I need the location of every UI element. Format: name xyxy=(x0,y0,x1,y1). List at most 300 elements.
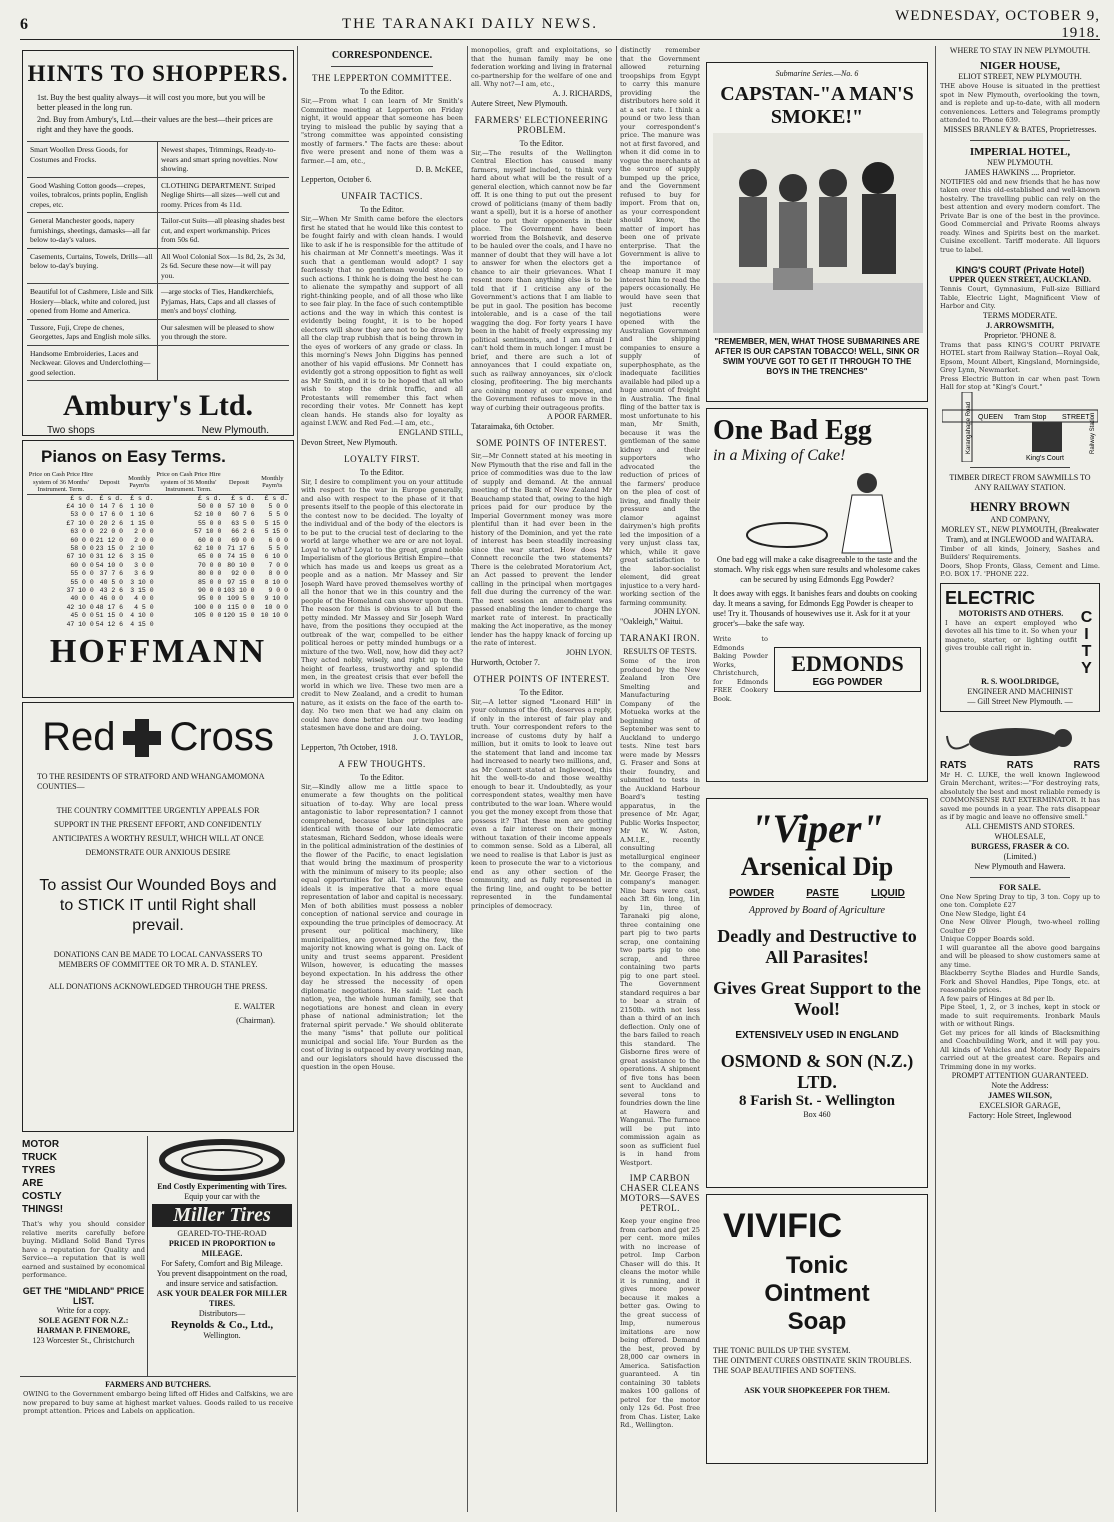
sale-note: Get my prices for all kinds of Blacksmithing and Coachbuilding Work, and it will pay you. All kinds of Vehicles and Motor Body Repairs carried out at the greatest care. Repairs and Trimming done in my works. xyxy=(940,1028,1100,1071)
prompt-attention: PROMPT ATTENTION GUARANTEED. xyxy=(951,1071,1089,1080)
table-cell: £ s d. xyxy=(197,494,222,502)
map-label-karangahape: Karangahape Road xyxy=(966,401,972,454)
vivific-line: THE SOAP BEAUTIFIES AND SOFTENS. xyxy=(713,1366,857,1375)
table-row xyxy=(27,595,289,603)
column-2 xyxy=(301,46,463,1512)
table-cell: 37 10 0 xyxy=(66,586,94,594)
capstan-caption: "REMEMBER, MEN, WHAT THOSE SUBMARINES ARE AFTER IS OUR CAPSTAN TOBACCO! WELL, SINK OR SWIM YOU'VE GOT TO GET IT THROUGH TO THE BOYS IN THE TRENCHES" xyxy=(714,337,920,376)
map-label-stop: Tram Stop xyxy=(1014,413,1047,421)
miller-priced: PRICED IN PROPORTION to MILEAGE. xyxy=(168,1239,276,1258)
signature-role: (Chairman). xyxy=(236,1016,275,1025)
letter-heading: UNFAIR TACTICS. xyxy=(341,191,423,201)
table-row xyxy=(27,537,289,545)
electric-text: I have an expert employed who devotes all his time to it. So when your magneto, starter, or lighting outfit gives trouble call right in. xyxy=(945,618,1077,652)
table-cell: 7 0 0 xyxy=(268,561,288,569)
table-row xyxy=(27,604,289,612)
letter-body: Sir,—A letter signed "Leonard Hill" in your columns of the 6th, deserves a reply, if only in the interest of fair play and truth. Your correspondent refers to the increase of customs duty by half a million, but it omits to look to leave out the statement that land and income tax had increased to nearly two millions, and, as Mr Connett stated at Inglewood, this hit the well-to-do and those wealthy enough to bear it. Undoubtedly, as your correspondent states, wealthy men have contributed to the war loan. Where would you get the money except from those that possess it? That these men are getting even a fair interest on their money without taxation of their income appeals to common sense. Sold as a Liberal, all we need to realise is that Labor is just as keen to prosecute the war to a victorious end as any other section of the community, and as fully represented in the firing line, and ought to be better represented in the fundamental principles of democracy. xyxy=(471,697,612,910)
red-cross-title xyxy=(27,715,289,760)
headline-word: TYRES xyxy=(22,1165,56,1176)
table-cell: 95 0 0 xyxy=(197,595,222,603)
table-cell: £ s d. xyxy=(70,494,94,502)
sale-note: Blackberry Scythe Blades and Hurdle Sands, Fork and Shovel Handles, Pipe Tongs, etc. at reasonable prices. xyxy=(940,969,1100,994)
cross-word: Cross xyxy=(169,715,274,759)
table-cell: 69 0 0 xyxy=(231,536,255,544)
table-cell: 54 10 0 xyxy=(95,561,124,569)
rats-text: Mr H. C. LUKE, the well known Inglewood Grain Merchant, writes:—"For destroying rats, absolutely the best and most reliable remedy is COMMONSENSE RAT EXTERMINATOR. It has saved me pounds in a year. The rats disappear as if by magic and leave no offensive smell." xyxy=(940,770,1100,821)
table-cell: 10 10 0 xyxy=(260,612,288,620)
table-cell: £ s d. xyxy=(130,494,154,502)
table-cell: 65 0 0 xyxy=(197,553,222,561)
letter-location: Hurworth, October 7. xyxy=(471,657,540,667)
egg-subtitle: in a Mixing of Cake! xyxy=(713,447,846,464)
table-cell: 8 0 0 xyxy=(268,570,288,578)
table-row xyxy=(27,520,289,528)
city-word: CITY xyxy=(1078,608,1095,677)
niger-text: THE above House is situated in the prettiest spot in New Plymouth, overlooking the town, and is replete and up-to-date, with all modern conveniences. Letters and Telegrams promptly attended to. Phone 639. xyxy=(940,82,1100,124)
hints-item: Tailor-cut Suits—all pleasing shades best cut, and expert workmanship. Prices from 50s 6d. xyxy=(158,213,289,249)
location-tag: New Plymouth. xyxy=(201,425,269,436)
to-editor: To the Editor. xyxy=(360,87,404,96)
table-header: Deposit xyxy=(95,471,124,494)
wooldridge-role: ENGINEER AND MACHINIST xyxy=(967,686,1073,696)
letter-heading: OTHER POINTS OF INTEREST. xyxy=(473,673,610,684)
shops-tag: Two shops xyxy=(47,425,95,436)
letter-signature: JOHN LYON. xyxy=(566,647,612,657)
table-cell: 51 15 0 xyxy=(95,612,124,620)
table-cell: 5 15 0 xyxy=(264,528,288,536)
kings-court-map xyxy=(942,392,1098,462)
table-row xyxy=(27,511,289,519)
farmers-title: FARMERS AND BUTCHERS. xyxy=(105,1380,211,1389)
wooldridge-name: R. S. WOOLDRIDGE, xyxy=(981,676,1059,686)
kings-court: KING'S COURT (Private Hotel) xyxy=(955,265,1085,275)
henry-brown: HENRY BROWN xyxy=(970,498,1070,514)
viper-line-1: Deadly and Destructive to All Parasites! xyxy=(717,926,917,967)
sale-note: Unique Copper Boards sold. xyxy=(940,935,1035,943)
table-cell: 52 10 0 xyxy=(194,511,222,519)
table-cell: 55 0 0 xyxy=(70,570,94,578)
table-cell: 60 0 0 xyxy=(70,561,94,569)
letter-body: distinctly remember that the Government allowed returning troopships from Egypt to carry this manure providing the distributors here sold it at a set rate. I think a pound or two less than your correspondent's price. The manure was not at first favored, and when it did come in to vogue the merchants at the source of supply bumped up the price, and the Government refused to buy for import. From that on, as your correspondent should know, the matter of import has been one of private enterprise. That the Government is alive to the importance of cheap manure it may interest him to read the papers occasionally. He would have seen that just recently negotiations were opened with the Australian Government and the shipping companies to ensure a supply of superphosphate, as the inadequate facilities available had piled up a huge amount of freight in Australia. The final fling of the batter tax is most unfortunate to his man, Mr Smith, because it was the gentleman of the same kidney and their supporters who advocated the reduction of prices of the farmers' produce on the plea of cost of living, and finally their pressure and the clamor against dairymen's high profits led the imposition of a very unjust class tax, which, while it gave great satisfaction to the labor-socialist element, did great injustice to a very hard-working section of the farming community. xyxy=(620,46,700,607)
table-cell: 3 15 0 xyxy=(130,586,154,594)
table-cell: 103 10 0 xyxy=(223,586,255,594)
headline-word: ARE xyxy=(22,1178,44,1189)
table-cell: £ s d. xyxy=(99,494,124,502)
table-cell: 53 0 0 xyxy=(70,511,94,519)
table-cell: 105 0 0 xyxy=(194,612,222,620)
miller-head: End Costly Experimenting with Tires. xyxy=(157,1182,287,1191)
rats-headline xyxy=(940,760,1100,771)
letter-signature: A POOR FARMER. xyxy=(547,412,612,421)
factory-address: Factory: Hole Street, Inglewood xyxy=(968,1111,1072,1120)
table-cell: 42 10 0 xyxy=(66,603,94,611)
to-editor: To the Editor. xyxy=(519,138,564,148)
table-cell: 63 5 0 xyxy=(231,519,255,527)
imperial-text: NOTIFIES old and new friends that he has now taken over this old-established and well-known hostelry. The travelling public can rely on the best attention and every modern comfort. The Private Bar is one of the best in the province. Good Commercial and Private Rooms always ready. Wines and Spirits best on the market. Cuisine excellent. Tariff moderate. All liquors true to label. xyxy=(940,177,1100,254)
letter-signature: ENGLAND STILL, xyxy=(398,427,463,437)
hints-title: HINTS TO SHOPPERS. xyxy=(27,61,289,86)
table-cell: £ s d. xyxy=(264,494,288,502)
james-wilson: JAMES WILSON, xyxy=(988,1091,1052,1100)
masthead xyxy=(20,7,1100,41)
table-row xyxy=(27,587,289,595)
page-number: 6 xyxy=(20,15,29,33)
viper-title: Arsenical Dip xyxy=(740,852,894,881)
table-cell xyxy=(222,621,255,629)
excelsior-garage: EXCELSIOR GARAGE, xyxy=(979,1101,1061,1110)
table-cell: 1 15 0 xyxy=(130,519,154,527)
map-label-street: STREET xyxy=(1062,413,1090,421)
hints-item: All Wool Colonial Sox—1s 8d, 2s, 2s 3d, 2s 6d. Secure these now—it will pay you. xyxy=(158,249,289,285)
table-cell: 109 5 0 xyxy=(227,595,255,603)
to-editor: To the Editor. xyxy=(360,205,404,214)
all-chemists: ALL CHEMISTS AND STORES. xyxy=(965,821,1075,831)
table-header: Deposit xyxy=(222,471,255,494)
table-cell: 5 5 0 xyxy=(268,511,288,519)
table-cell: 60 0 0 xyxy=(197,536,222,544)
table-cell: 5 0 0 xyxy=(268,502,288,510)
headline-word: TRUCK xyxy=(22,1152,57,1163)
viper-line-2: Gives Great Support to the Wool! xyxy=(713,978,921,1019)
edmonds-product: EGG POWDER xyxy=(812,676,883,688)
edmonds-footer xyxy=(713,635,921,703)
column-rule xyxy=(297,46,298,1512)
table-cell: 6 10 0 xyxy=(264,553,288,561)
red-cross-address: TO THE RESIDENTS OF STRATFORD AND WHANGAMOMONA COUNTIES— xyxy=(37,772,265,791)
viper-approved: Approved by Board of Agriculture xyxy=(749,905,885,916)
table-cell: 40 5 0 xyxy=(99,578,124,586)
cookery-book-note: Write to Edmonds Baking Powder Works, Christchurch, for Edmonds FREE Cookery Book. xyxy=(713,635,768,703)
table-row xyxy=(27,621,289,629)
viper-address: 8 Farish St. - Wellington xyxy=(739,1093,895,1109)
piano-price-table xyxy=(27,471,289,629)
table-cell: £ s d. xyxy=(231,494,255,502)
vivific-ointment: Ointment xyxy=(764,1280,870,1307)
table-row xyxy=(27,570,289,578)
table-cell: 115 0 0 xyxy=(227,603,255,611)
red-word: Red xyxy=(42,715,116,759)
hints-item: Smart Woollen Dress Goods, for Costumes and Frocks. xyxy=(27,142,158,178)
donations-note: DONATIONS CAN BE MADE TO LOCAL CANVASSERS TO MEMBERS OF COMMITTEE OR TO MR A. D. STANLEY. xyxy=(53,950,263,969)
electric-city-ad xyxy=(940,583,1100,712)
ads-column xyxy=(702,46,932,1512)
table-cell: £4 10 0 xyxy=(66,502,94,510)
letter-heading: A FEW THOUGHTS. xyxy=(338,758,426,769)
table-header: Price on Cash Price Hire system of 36 Months' Instrument. Term. xyxy=(28,471,94,493)
table-cell: 3 0 0 xyxy=(134,561,154,569)
table-cell: 71 17 6 xyxy=(227,544,255,552)
miller-city: Wellington. xyxy=(203,1331,241,1340)
letter-body: Sir,—Mr Connett stated at his meeting in New Plymouth that the rise and fall in the price of commodities was due to the law of supply and demand. At the annual meeting of the Bank of New Zealand Mr Beauchamp stated that, owing to the high prices paid for our produce by the Imperial Government money was more plentiful than it had ever been in the history of the Dominion, and yet the rate of interest has been steadily increasing since the war started. How does Mr Connett reconcile the two statements? There is the celebrated Moratorium Act, an Act passed to prevent the lender calling in the principal when mortgages fell due during the currency of the war. The next session an amendment was passed enabling the lender to charge the market rate of interest. In practically making the Act inoperative, as the money lender has the happy knack of forcing up the rate of interest. xyxy=(471,452,612,647)
sole-agent: SOLE AGENT FOR N.Z.: xyxy=(38,1315,129,1325)
table-cell: 67 10 0 xyxy=(66,553,94,561)
table-row xyxy=(27,562,289,570)
headline-word: COSTLY xyxy=(22,1191,62,1202)
rats-word: RATS xyxy=(1073,759,1100,771)
table-cell: 2 0 0 xyxy=(134,536,154,544)
table-cell: 6 0 0 xyxy=(268,536,288,544)
price-list-cta: GET THE "MIDLAND" PRICE LIST. xyxy=(22,1285,145,1306)
hints-items xyxy=(27,141,289,381)
sale-item: One New Spring Dray to tip, 3 ton. Copy up to one ton. Complete £27 xyxy=(940,892,1100,909)
table-cell: 92 0 0 xyxy=(231,570,255,578)
column-rule xyxy=(935,46,936,1512)
red-cross-body: THE COUNTRY COMMITTEE URGENTLY APPEALS FOR SUPPORT IN THE PRESENT EFFORT, AND CONFIDENTLY ANTICIPATES A WORTHY RESULT, WHICH WILL AT ONCE DEMONSTRATE OUR ANXIOUS DESIRE xyxy=(52,806,264,857)
letter-heading: LOYALTY FIRST. xyxy=(344,453,420,464)
letter-location: Tataraimaka, 6th October. xyxy=(471,422,554,431)
pianos-title: Pianos on Easy Terms. xyxy=(41,447,226,466)
henry-brown-doors: Doors, Shop Fronts, Glass, Cement and Lime. P.O. BOX 17. 'PHONE 222. xyxy=(940,561,1100,578)
table-row xyxy=(27,553,289,561)
hints-item: Good Washing Cotton goods—crepes, voiles, tobralcos, prints poplin, English crepes, etc. xyxy=(27,178,158,214)
table-cell: 45 0 0 xyxy=(70,612,94,620)
table-cell: 90 0 0 xyxy=(197,586,222,594)
table-cell xyxy=(256,621,289,629)
column-1 xyxy=(20,46,296,1512)
vivific-soap: Soap xyxy=(787,1308,847,1335)
miller-tires-ad xyxy=(148,1136,296,1376)
letter-location: "Oakleigh," Waitui. xyxy=(620,617,683,626)
table-cell: 3 10 0 xyxy=(130,578,154,586)
divider xyxy=(331,66,433,67)
miller-dist-name: Reynolds & Co., Ltd., xyxy=(170,1319,274,1331)
table-cell: 4 10 0 xyxy=(130,612,154,620)
signature-name: E. WALTER xyxy=(234,1002,275,1011)
sailors-illustration xyxy=(713,133,923,333)
table-cell: 85 0 0 xyxy=(197,578,222,586)
miller-sub: GEARED-TO-THE-ROAD xyxy=(177,1229,267,1238)
kings-text: Tennis Court, Gymnasium, Full-size Billiard Table, Electric Light, Magnificent View of Harbor and City. xyxy=(940,285,1100,310)
article-body: Some of the iron produced by the New Zealand Iron Ore Smelting and Manufacturing Company of the Motueka works at the beginning of September was sent to Auckland to undergo tests. Nine test bars were made by Messrs G. Fraser and Sons at their foundry, and submitted to tests in the Auckland Harbour Board's testing apparatus, in the presence of Mr. Agar, Public Works Inspector, Mr W. W. Aston, A.M.I.E., recently consulting metallurgical engineer to the company, and Mr. George Fraser, the company's manager. Nine bars were cast, each 3ft 6in long, 1in by 1in, three of Taranaki pig alone, three containing one part pig to two parts scrap, one containing two parts pig to one scrap, and three containing two parts pig to one part steel. The Government standard requires a bar to bear a strain of 2150lb. with not less than a third of an inch deflection. Only one of the bars failed to reach this standard. The Gisborne fires were of great assistance to the operations. A shipment of five tons has been sent to Auckland and several tons to foundries down the line at Hawera and Wanganui. The furnace will be put into commission again as soon as sufficient fuel is in hand from Westport. xyxy=(620,657,700,1167)
table-cell: 120 15 0 xyxy=(223,612,255,620)
hints-line-2: 2nd. Buy from Ambury's, Ltd.—their values are the best—their prices are right and they have the goods. xyxy=(37,115,273,134)
sale-note: Pipe Steel, 1, 2, or 3 inches, kept in stock or made to suit requirements. Ironbark Mauls with or without Rings. xyxy=(940,1003,1100,1028)
table-cell: 9 10 0 xyxy=(264,595,288,603)
table-cell: 100 0 0 xyxy=(194,603,222,611)
table-cell: 37 7 6 xyxy=(99,570,124,578)
table-cell: 8 10 0 xyxy=(264,578,288,586)
article-heading: TARANAKI IRON. xyxy=(620,633,700,643)
table-cell: £7 10 0 xyxy=(66,519,94,527)
map-label-kings-court: King's Court xyxy=(1026,454,1064,462)
table-cell: 2 10 0 xyxy=(130,544,154,552)
table-row xyxy=(27,528,289,536)
wholesale: WHOLESALE, xyxy=(994,831,1046,841)
table-cell: 63 0 0 xyxy=(70,528,94,536)
for-sale: FOR SALE. xyxy=(999,882,1041,892)
niger-house: NIGER HOUSE, xyxy=(979,60,1061,72)
henry-brown-company: AND COMPANY, xyxy=(990,514,1050,524)
table-cell: 57 10 0 xyxy=(227,502,255,510)
table-cell: 4 0 0 xyxy=(134,595,154,603)
table-cell: 17 6 0 xyxy=(99,511,124,519)
sale-note: I will guarantee all the above good bargains and will be pleased to show customers same at any time. xyxy=(940,943,1100,969)
table-cell: 3 15 0 xyxy=(130,553,154,561)
miller-dist: Distributors— xyxy=(198,1309,246,1318)
imperial-hotel: IMPERIAL HOTEL, xyxy=(969,145,1071,158)
arrowsmith-proprietor: Proprietor. 'PHONE 8. xyxy=(983,330,1057,340)
vivific-tonic: Tonic xyxy=(785,1252,849,1279)
table-cell: 58 0 0 xyxy=(70,544,94,552)
column-rule xyxy=(467,46,468,1512)
viper-forms xyxy=(713,888,921,899)
amburys-tags xyxy=(27,423,289,438)
table-cell: 4 5 0 xyxy=(134,603,154,611)
hoffmann-brand: HOFFMANN xyxy=(49,633,267,670)
to-editor: To the Editor. xyxy=(360,772,404,782)
tyres-ads xyxy=(20,1136,296,1376)
table-cell: 23 15 0 xyxy=(95,544,124,552)
table-cell: 5 15 0 xyxy=(264,519,288,527)
vivific-line: THE TONIC BUILDS UP THE SYSTEM. xyxy=(713,1346,851,1355)
letter-body: Sir,—When Mr Smith came before the electors first he stated that he would like this contest to be fought fairly and with clean hands. I would like to ask if he is responsible for the attitude of his chairman at Mr Connett's meetings. Was it such that a gentleman would adopt? I say fearlessly that no gentleman would stoop to such actions. I think he is doing the best he can to alienate the sympathy and support of all right-thinking people, and of all those who like to see fair play. In the face of such contemptible actions and the way in which this contest is evidently being fought, it is to be hoped electors will show they are not to be drawn by all the clap trap rubbish that is being thrown in the eyes of workers of any grade or class. In this morning's News John Diggins has penned another of his vapid effusions. Mr Connett has evidently got a strong opposition to fight as well as Mr Smith, and it is to be hoped that all who wish to stop the drink traffic, and all Protestants will remember this fact when recording their votes. Mr Connett has kept clean hands. He stands also for loyalty as against I.W.W. and Red Fed.—I am, etc., xyxy=(301,215,463,427)
sale-item: One New Oliver Plough, two-wheel rolling Coulter £9 xyxy=(940,918,1100,935)
motorists-line: MOTORISTS AND OTHERS. xyxy=(958,608,1064,618)
table-cell: 50 0 0 xyxy=(197,502,222,510)
viper-maker: OSMOND & SON (N.Z.) LTD. xyxy=(720,1051,914,1092)
hints-item: CLOTHING DEPARTMENT. Striped Neglige Shirts—all sizes—well cut and roomy. Prices from 4s 11d. xyxy=(158,178,289,214)
sale-note: A few pairs of Hinges at 8d per lb. xyxy=(940,994,1056,1003)
table-cell: 1 10 0 xyxy=(130,502,154,510)
niger-proprietresses: MISSES BRANLEY & BATES, Proprietresses. xyxy=(943,124,1097,134)
hints-item: Newest shapes, Trimmings, Ready-to-wears and smart spring novelties. Now showing. xyxy=(158,142,289,178)
column-6 xyxy=(940,46,1100,1512)
hints-item: Casements, Curtains, Towels, Drills—all below to-day's buying. xyxy=(27,249,158,285)
letter-signature: J. O. TAYLOR, xyxy=(413,732,463,742)
miller-prevent: You prevent disappointment on the road, and insure service and satisfaction. xyxy=(156,1269,288,1288)
imperial-proprietor: JAMES HAWKINS .... Proprietor. xyxy=(964,167,1076,177)
rats-word: RATS xyxy=(940,759,967,771)
capstan-series: Submarine Series.—No. 6 xyxy=(775,69,859,78)
table-cell: 47 10 0 xyxy=(66,620,94,628)
letter-location: Autere Street, New Plymouth. xyxy=(471,98,568,108)
map-label-queen: QUEEN xyxy=(978,413,1003,421)
table-cell: 9 0 0 xyxy=(268,586,288,594)
vivific-ad xyxy=(706,1194,928,1464)
edmonds-egg-powder-ad xyxy=(706,408,928,782)
letter-signature: JOHN LYON. xyxy=(654,607,700,616)
henry-brown-text: Timber of all kinds, Joinery, Sashes and Builders' Requirements. xyxy=(940,544,1100,561)
note-address: Note the Address: xyxy=(991,1081,1049,1090)
letter-signature: A. J. RICHARDS, xyxy=(552,88,612,98)
table-cell: 57 10 0 xyxy=(194,528,222,536)
viper-dip-ad xyxy=(706,798,928,1188)
article-heading: IMP CARBON CHASER CLEANS MOTORS—SAVES PETROL. xyxy=(620,1173,700,1213)
article-subheading: RESULTS OF TESTS. xyxy=(623,647,697,656)
article-body: Keep your engine free from carbon and get 25 per cent. more miles with no increase of petrol. Imp Carbon Chaser will do this. It cleans the motor while it is running, and it gives more power because it makes a better gas. Owing to the great success of Imp, numerous imitations are now being offered. Demand the best, proved by 28,000 car owners in America. Satisfaction guaranteed. A tin containing 30 tablets makes 100 gallons of petrol for the motor only 12s 6d. Post free from Chas. Lister, Lake Rd., Wellington. xyxy=(620,1217,700,1429)
table-row xyxy=(27,545,289,553)
table-cell: 70 0 0 xyxy=(197,561,222,569)
correspondence-title: CORRESPONDENCE. xyxy=(331,50,433,61)
form-option: PASTE xyxy=(806,888,839,899)
form-option: POWDER xyxy=(729,888,775,899)
table-cell: 31 12 6 xyxy=(95,553,124,561)
table-cell: 21 12 0 xyxy=(95,536,124,544)
egg-paragraph: It does away with eggs. It banishes fears and doubts on cooking day. It means a saving, for Edmonds Egg Powder is cheaper to use! Try it. Thousands of housewives use it. Ask for it at your grocer's—bake the safe way. xyxy=(713,589,917,628)
where-to-stay: WHERE TO STAY IN NEW PLYMOUTH. xyxy=(949,46,1091,55)
agent-name: HARMAN P. FINEMORE, xyxy=(36,1325,131,1335)
divider xyxy=(970,467,1070,468)
table-cell: 2 0 0 xyxy=(134,528,154,536)
miller-equip: Equip your car with the xyxy=(184,1192,260,1201)
letter-location: Lepperton, October 6. xyxy=(301,175,372,184)
map-label-railway: Railway Station xyxy=(1090,412,1096,454)
table-cell: 55 0 0 xyxy=(197,519,222,527)
table-cell xyxy=(155,621,223,629)
electric-details xyxy=(945,609,1077,677)
table-header: Monthly Paym'ts xyxy=(124,471,155,494)
viper-box: Box 460 xyxy=(803,1110,831,1119)
egg-lead: One bad egg will make a cake disagreeable to the taste and the stomach. Why risk eggs when sure results and wholesome cakes can be secured by using Edmonds Egg Powder? xyxy=(713,555,921,584)
tyres-text: That's why you should consider relative merits carefully before buying. Midland Solid Band Tyres have a reputation for Quality and Service—a reputation that is well earned and sustained by economical performance. xyxy=(22,1220,145,1279)
table-cell: 46 0 0 xyxy=(99,595,124,603)
letter-heading: FARMERS' ELECTIONEERING PROBLEM. xyxy=(474,114,609,135)
letter-body: Sir, I desire to compliment you on your attitude with respect to the war in Europe generally, and also with respect to the phase of it that presents itself to the people of this electorate in the contest now to be decided. The loyalty of the individual and of the body of the electors is to be put to the crucial test of declaring to the world at large whether we are or are not loyal. Loyal to what? Loyal to the great, grand noble Imperialism of the glorious British Empire—that which has made us and keeps us great as a people and as a nation. Mr Massey and Sir Joseph Ward have proved themselves worthy of all the honor that we in this country and the people of the Homeland can shower upon them. The reason for this is obvious to all but the petty minded. Mr Massey and Sir Joseph Ward have, from the positions they occupied at the outbreak of the war, compelled to be either political heroes or petty minded humbugs or a mixture of the two. Well, now, how did they act? They acted nobly, wisely, and right up to the height of fearless, trustworthy and splendid men, in the greatest crisis that ever befell the world in which we live. These two men are a credit to New Zealand, and a credit to human nature, as it exists on the face of the earth to-day. No two men that we had any claim on could have done better than our two leading statesmen have done and are doing. xyxy=(301,477,463,732)
letter-heading: THE LEPPERTON COMMITTEE. xyxy=(311,73,453,83)
hints-line-1: 1st. Buy the best quality always—it will cost you more, but you will be better pleased in the long run. xyxy=(37,93,266,112)
letter-location: Devon Street, New Plymouth. xyxy=(301,437,398,447)
hints-to-shoppers-ad xyxy=(22,50,294,436)
amburys-brand: Ambury's Ltd. xyxy=(62,389,254,422)
divider xyxy=(970,259,1070,260)
to-editor: To the Editor. xyxy=(360,467,404,477)
table-cell: 54 12 6 xyxy=(95,620,124,628)
letter-location: Lepperton, 7th October, 1918. xyxy=(301,742,398,752)
hints-item: Handsome Embroideries, Laces and Neckwear. Gloves and Underclothing—good selection. xyxy=(27,346,158,382)
table-cell: 3 6 9 xyxy=(134,570,154,578)
table-row xyxy=(27,579,289,587)
vivific-title: VIVIFIC xyxy=(723,1207,843,1245)
trams-text: Trams that pass KING'S COURT PRIVATE HOTEL start from Railway Station—Royal Oak, Epsom, Mount Albert, Kingsland, Morningside, Grey Lynn, Newmarket. xyxy=(940,340,1100,374)
kings-address: UPPER QUEEN STREET, AUCKLAND. xyxy=(949,275,1091,284)
table-cell: 14 7 6 xyxy=(99,502,124,510)
midland-tyres-ad xyxy=(20,1136,148,1376)
tire-illustration xyxy=(157,1138,287,1182)
hints-item: Tussore, Fuji, Crepe de chenes, Georgettes, Japs and English mole silks. xyxy=(27,320,158,346)
arrowsmith: J. ARROWSMITH, xyxy=(986,320,1054,330)
table-cell: 97 15 0 xyxy=(227,578,255,586)
letter-body: monopolies, graft and exploitations, so that the human family may be one federation working and living in fraternal co-partnership for the welfare of one and all. Why not?—I am, etc., xyxy=(471,46,612,88)
pianos-ad xyxy=(22,440,294,698)
issue-date: WEDNESDAY, OCTOBER 9, 1918. xyxy=(895,7,1100,41)
table-row xyxy=(27,503,289,511)
agent-address: 123 Worcester St., Christchurch xyxy=(32,1335,135,1345)
column-rule xyxy=(616,46,617,1512)
vivific-line: THE OINTMENT CURES OBSTINATE SKIN TROUBLES. xyxy=(713,1356,912,1365)
hints-item: Beautiful lot of Cashmere, Lisle and Silk Hosiery—black, white and colored, just opened from Home and America. xyxy=(27,284,158,320)
table-cell: 4 15 0 xyxy=(130,620,154,628)
capstan-ad xyxy=(706,62,928,402)
piano-rows xyxy=(27,494,289,629)
to-editor: To the Editor. xyxy=(519,687,564,697)
viper-line-3: EXTENSIVELY USED IN ENGLAND xyxy=(735,1030,899,1041)
table-cell: 48 17 6 xyxy=(95,603,124,611)
table-header: Monthly Paym'ts xyxy=(256,471,289,494)
hints-item: Our salesmen will be pleased to show you through the store. xyxy=(158,320,289,346)
cook-illustration xyxy=(717,465,917,555)
letter-body: Sir,—Kindly allow me a little space to enumerate a few thoughts on the political situation of to-day. Why are local press antagonistic to labor representation? I cannot comprehend, because labor principles are identical with those of our late democratic statesman, Richard Seddon, whose ideals were in the political administration of the destinies of the flower of the Pacific, to enact legislation that would bring the maximum of prosperity with the minimum of misery to its people; also equal opportunities for all. To achieve these ideals it is imperative that a more equal representation of labor and capital is necessary. Men of both abilities must possess a nobler conception of national service and courage in expounding the true principles of democracy. At present our political machinery, like municipalities, are governed by the few, the majority not knowing what is going on. Lack of unity and trust seems apparent. President Wilson, however, is educating the masses beyond expectation. In his address the other day he stressed the necessity of open diplomatic negotiations. He said: "Let each nation, yea, the whole human family, see that negotiations are honest and clean in every phase of national administration; let the fraternal spirit pervade." We should obliterate the many "isms" that pollute our political municipal and social life. Your Burden as the cost of living is outpaced by every working man, and our legislators should have discussed the question in the open House. xyxy=(301,782,463,1071)
new-plymouth-hawera: New Plymouth and Hawera. xyxy=(974,861,1066,871)
rat-illustration xyxy=(945,716,1095,760)
electric-word: ELECTRIC xyxy=(945,587,1035,608)
imperial-address: NEW PLYMOUTH. xyxy=(987,157,1053,167)
tyres-headline xyxy=(22,1138,145,1216)
table-cell: 80 10 0 xyxy=(227,561,255,569)
hints-item xyxy=(158,346,289,382)
farmers-text: OWING to the Government embargo being lifted off Hides and Calfskins, we are now prepared to buy same at highest market values. Goods railed to us receive prompt attention. Prices and Labels on application. xyxy=(23,1390,293,1415)
column-3 xyxy=(471,46,612,1512)
kings-terms: TERMS MODERATE. xyxy=(982,310,1058,320)
